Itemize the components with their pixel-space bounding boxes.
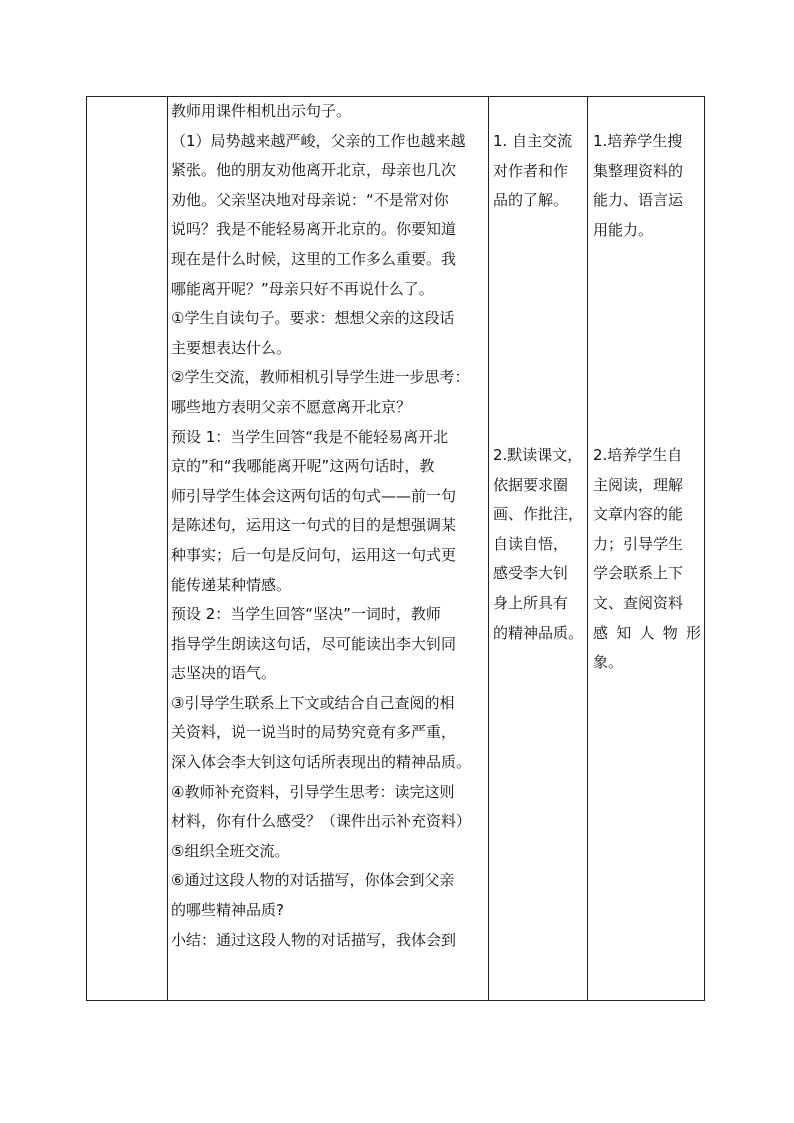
column-divider	[587, 97, 588, 1000]
text-line: 师引导学生体会这两句话的句式——前一句	[171, 486, 457, 505]
text-line: ②学生交流，教师相机引导学生进一步思考：	[171, 368, 470, 387]
text-line: 预设 1：当学生回答“我是不能轻易离开北	[171, 427, 449, 446]
text-line: 哪能离开呢？”母亲只好不再说什么了。	[171, 279, 434, 298]
text-line: 集整理资料的	[593, 161, 684, 180]
text-line: 的哪些精神品质?	[171, 901, 284, 920]
student-activity-cell-1	[493, 127, 585, 216]
text-line: 身上所具有	[493, 593, 569, 612]
text-line: 能力、语言运	[593, 191, 684, 210]
text-line: ⑤组织全班交流。	[171, 841, 290, 860]
text-line: 种事实；后一句是反问句，运用这一句式更	[171, 545, 457, 564]
text-line: ⑥通过这段人物的对话描写，你体会到父亲	[171, 871, 455, 890]
text-line: 文章内容的能	[593, 505, 684, 524]
text-line: 主阅读，理解	[593, 475, 684, 494]
teacher-activity-cell	[171, 97, 487, 955]
text-line: 教师用课件相机出示句子。	[171, 102, 352, 120]
text-line: 用能力。	[593, 220, 654, 239]
text-line: ④教师补充资料，引导学生思考：读完这则	[171, 782, 455, 801]
text-line: 学会联系上下	[593, 564, 684, 583]
text-line: 2.培养学生自	[593, 446, 683, 464]
text-line: 主要想表达什么。	[171, 338, 292, 357]
text-line: 京的”和“我哪能离开呢”这两句话时，教	[171, 457, 435, 476]
text-line: 画、作批注，	[493, 505, 584, 524]
text-line: 2.默读课文，	[493, 446, 583, 464]
design-intent-cell-2	[593, 441, 701, 678]
text-line: 对作者和作	[493, 161, 569, 180]
student-activity-cell-2	[493, 441, 585, 648]
text-line: 1. 自主交流	[493, 132, 573, 150]
text-line: 感受李大钊	[493, 564, 569, 583]
text-line: ①学生自读句子。要求：想想父亲的这段话	[171, 309, 455, 328]
text-line: 自读自悟，	[493, 534, 569, 553]
column-divider	[167, 97, 168, 1000]
column-divider	[488, 97, 489, 1000]
text-line: 力；引导学生	[593, 534, 684, 553]
text-line: 关资料，说一说当时的局势究竟有多严重，	[171, 723, 457, 742]
text-line: 的精神品质。	[493, 623, 584, 642]
design-intent-cell-1	[593, 127, 701, 245]
text-line: 是陈述句，运用这一句式的目的是想强调某	[171, 516, 457, 535]
text-line: 现在是什么时候，这里的工作多么重要。我	[171, 249, 457, 268]
text-line: 说吗？我是不能轻易离开北京的。你要知道	[171, 220, 457, 239]
text-line: ③引导学生联系上下文或结合自己查阅的相	[171, 693, 455, 712]
text-line: 指导学生朗读这句话，尽可能读出李大钊同	[171, 634, 457, 653]
text-line: （1）局势越来越严峻，父亲的工作也越来越	[171, 131, 466, 150]
text-line: 劝他。父亲坚决地对母亲说：“不是常对你	[171, 190, 449, 209]
text-line: 哪些地方表明父亲不愿意离开北京？	[171, 397, 412, 416]
text-line: 文、查阅资料	[593, 593, 684, 612]
text-line: 深入体会李大钊这句话所表现出的精神品质。	[171, 753, 472, 772]
text-line: 小结：通过这段人物的对话描写，我体会到	[171, 930, 457, 949]
text-line: 紧张。他的朋友劝他离开北京，母亲也几次	[171, 161, 457, 180]
lesson-table	[86, 96, 705, 1001]
text-line: 能传递某种情感。	[171, 575, 292, 594]
text-line: 材料，你有什么感受？（课件出示补充资料）	[171, 812, 472, 831]
text-line: 志坚决的语气。	[171, 664, 277, 683]
text-line: 预设 2：当学生回答“坚决”一词时，教师	[171, 605, 441, 624]
text-line: 感知人物形	[593, 623, 701, 642]
text-line: 品的了解。	[493, 191, 569, 210]
text-line: 依据要求圈	[493, 475, 569, 494]
text-line: 1.培养学生搜	[593, 132, 683, 150]
text-line: 象。	[593, 653, 624, 672]
